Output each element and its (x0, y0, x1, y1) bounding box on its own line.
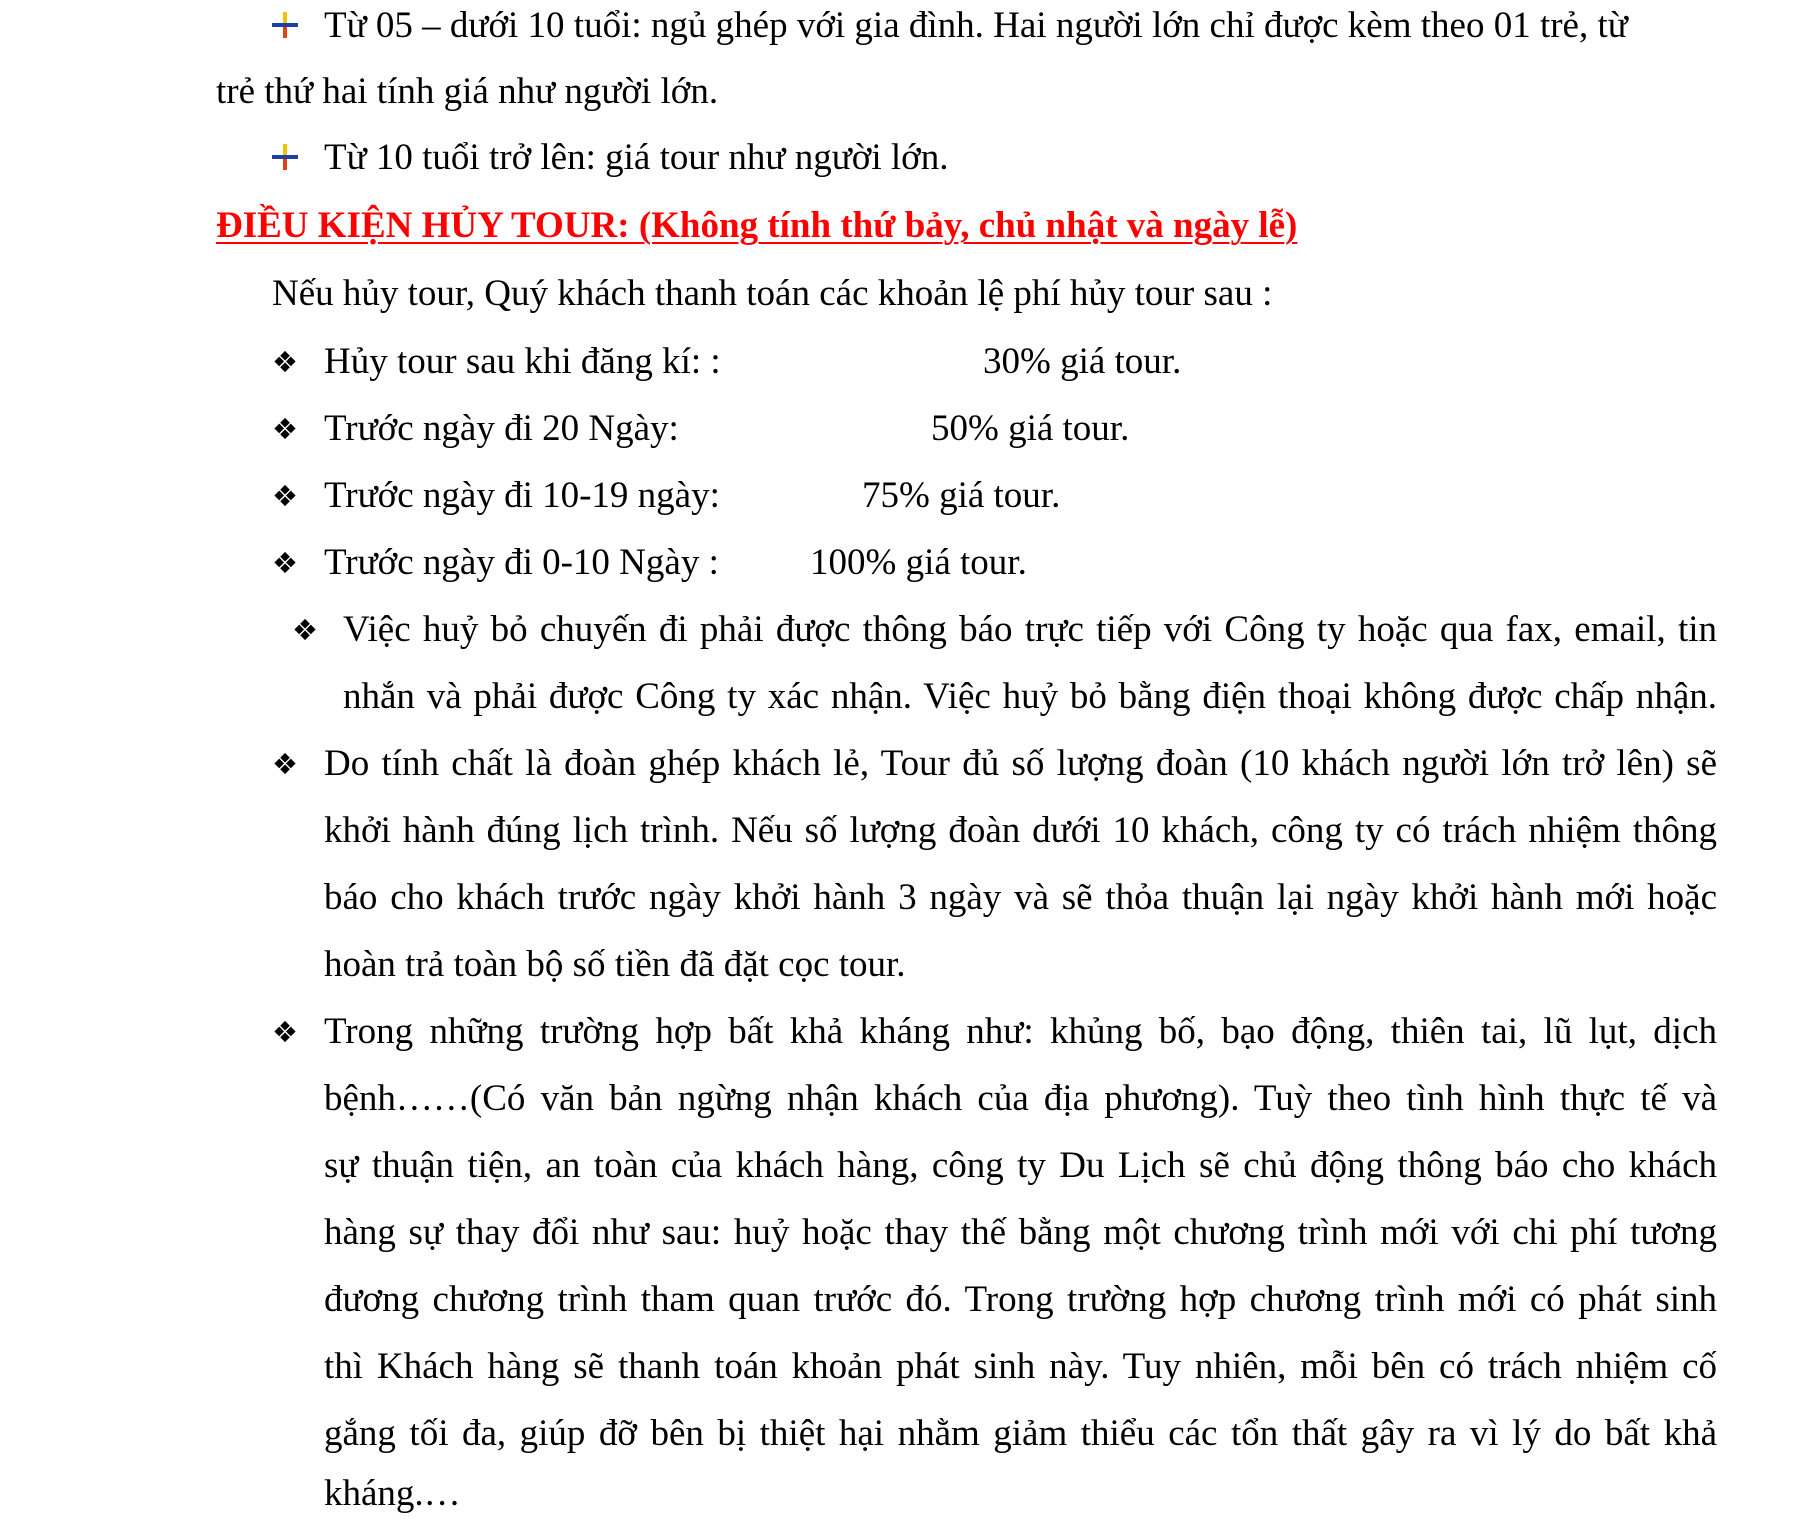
force-majeure-line-1: Trong những trường hợp bất khả kháng như: khủng bố, bạo động, thiên tai, lũ lụt, dịch (324, 1011, 1717, 1052)
fee-value-0-10-days: 100% giá tour. (810, 542, 1027, 583)
force-majeure-line-7: gắng tối đa, giúp đỡ bên bị thiệt hại nhằm giảm thiểu các tổn thất gây ra vì lý do bất khả (324, 1413, 1717, 1454)
force-majeure-line-6: thì Khách hàng sẽ thanh toán khoản phát sinh này. Tuy nhiên, mỗi bên có trách nhiệm cố (324, 1346, 1717, 1387)
four-diamond-icon: ❖ (272, 479, 298, 513)
force-majeure-line-2: bệnh……(Có văn bản ngừng nhận khách của địa phương). Tuỳ theo tình hình thực tế và (324, 1078, 1717, 1119)
age-10-plus-line: Từ 10 tuổi trở lên: giá tour như người lớn. (324, 137, 949, 178)
fee-value-20-days: 50% giá tour. (931, 408, 1130, 449)
fee-label-0-10-days: Trước ngày đi 0-10 Ngày : (324, 542, 719, 583)
force-majeure-line-3: sự thuận tiện, an toàn của khách hàng, công ty Du Lịch sẽ chủ động thông báo cho khách (324, 1145, 1717, 1186)
fee-label-after-register: Hủy tour sau khi đăng kí: : (324, 341, 721, 382)
fee-label-20-days: Trước ngày đi 20 Ngày: (324, 408, 679, 449)
force-majeure-line-5: đương chương trình tham quan trước đó. Trong trường hợp chương trình mới có phát sinh (324, 1279, 1717, 1320)
group-line-1: Do tính chất là đoàn ghép khách lẻ, Tour đủ số lượng đoàn (10 khách người lớn trở lên) sẽ (324, 743, 1717, 784)
group-line-3: báo cho khách trước ngày khởi hành 3 ngày và sẽ thỏa thuận lại ngày khởi hành mới hoặc (324, 877, 1717, 918)
notice-line-2: nhắn và phải được Công ty xác nhận. Việc huỷ bỏ bằng điện thoại không được chấp nhận. (343, 676, 1717, 717)
plus-arrow-icon (272, 144, 298, 170)
four-diamond-icon: ❖ (292, 613, 318, 647)
cancellation-intro: Nếu hủy tour, Quý khách thanh toán các khoản lệ phí hủy tour sau : (272, 273, 1273, 314)
age-5-10-line-2: trẻ thứ hai tính giá như người lớn. (216, 71, 719, 112)
force-majeure-line-8: kháng.… (324, 1473, 461, 1514)
fee-value-10-19-days: 75% giá tour. (862, 475, 1061, 516)
notice-line-1: Việc huỷ bỏ chuyến đi phải được thông báo trực tiếp với Công ty hoặc qua fax, email, tin (343, 609, 1717, 650)
force-majeure-line-4: hàng sự thay đổi như sau: huỷ hoặc thay thế bằng một chương trình mới với chi phí tương (324, 1212, 1717, 1253)
fee-value-after-register: 30% giá tour. (983, 341, 1182, 382)
four-diamond-icon: ❖ (272, 1015, 298, 1049)
four-diamond-icon: ❖ (272, 747, 298, 781)
fee-label-10-19-days: Trước ngày đi 10-19 ngày: (324, 475, 720, 516)
four-diamond-icon: ❖ (272, 546, 298, 580)
cancellation-heading: ĐIỀU KIỆN HỦY TOUR: (Không tính thứ bảy, chủ nhật và ngày lễ) (216, 205, 1298, 246)
plus-arrow-icon (272, 12, 298, 38)
group-line-4: hoàn trả toàn bộ số tiền đã đặt cọc tour. (324, 944, 906, 985)
four-diamond-icon: ❖ (272, 345, 298, 379)
group-line-2: khởi hành đúng lịch trình. Nếu số lượng đoàn dưới 10 khách, công ty có trách nhiệm thông (324, 810, 1717, 851)
four-diamond-icon: ❖ (272, 412, 298, 446)
age-5-10-line-1: Từ 05 – dưới 10 tuổi: ngủ ghép với gia đình. Hai người lớn chỉ được kèm theo 01 trẻ, từ (324, 5, 1628, 46)
